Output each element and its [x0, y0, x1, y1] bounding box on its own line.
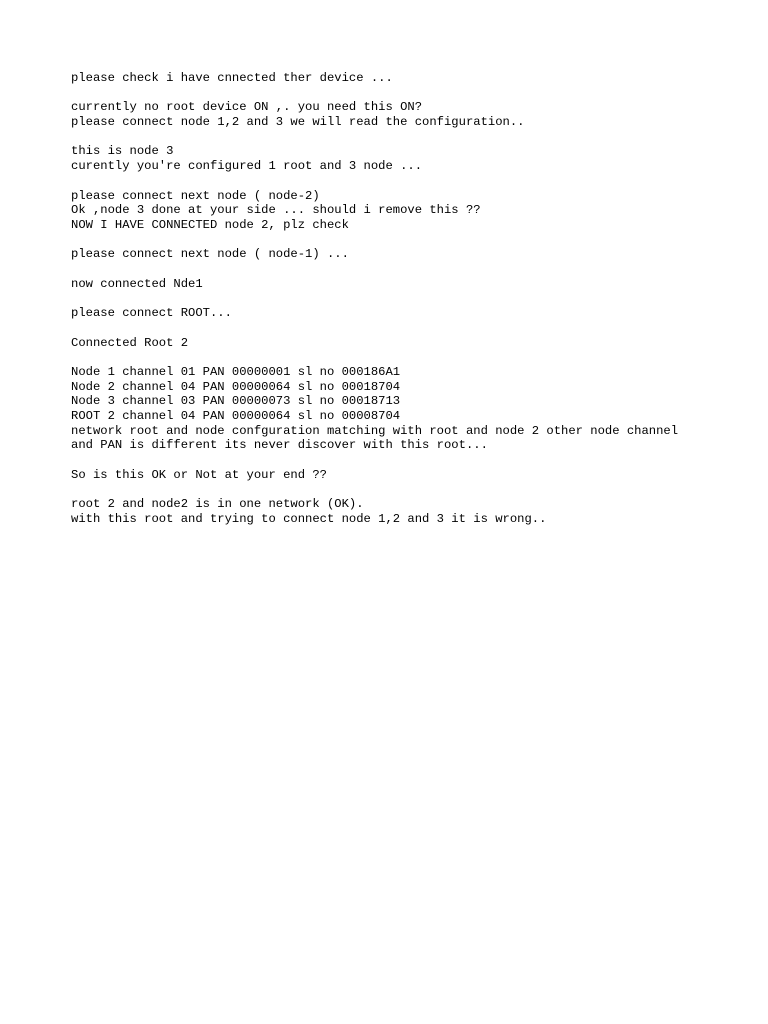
text-line: ROOT 2 channel 04 PAN 00000064 sl no 00008704 — [71, 409, 401, 424]
paragraph — [71, 497, 751, 526]
paragraph — [71, 71, 751, 86]
text-line: with this root and trying to connect node 1,2 and 3 it is wrong.. — [71, 511, 547, 526]
text-line: So is this OK or Not at your end ?? — [71, 467, 327, 482]
paragraph — [71, 189, 751, 233]
paragraph — [71, 306, 751, 321]
text-line: network root and node confguration matching with root and node 2 other node channel — [71, 423, 679, 438]
paragraph — [71, 336, 751, 351]
text-line: Ok ,node 3 done at your side ... should i remove this ?? — [71, 203, 481, 218]
text-line: currently no root device ON ,. you need this ON? — [71, 100, 423, 115]
text-line: root 2 and node2 is in one network (OK). — [71, 497, 364, 512]
text-line: and PAN is different its never discover with this root... — [71, 438, 488, 453]
text-line: Node 3 channel 03 PAN 00000073 sl no 00018713 — [71, 394, 401, 409]
text-line: curently you're configured 1 root and 3 node ... — [71, 159, 423, 174]
paragraph — [71, 144, 751, 173]
text-line: please connect next node ( node-1) ... — [71, 247, 349, 262]
text-line: please connect ROOT... — [71, 306, 232, 321]
text-line: this is node 3 — [71, 144, 174, 159]
document-page — [71, 71, 751, 541]
device-config-paragraph — [71, 365, 751, 453]
text-line: please connect next node ( node-2) — [71, 188, 320, 203]
paragraph — [71, 247, 751, 262]
text-line: NOW I HAVE CONNECTED node 2, plz check — [71, 217, 349, 232]
text-line: Node 1 channel 01 PAN 00000001 sl no 000186A1 — [71, 364, 401, 379]
text-line: please connect node 1,2 and 3 we will read the configuration.. — [71, 115, 525, 130]
text-line: please check i have cnnected ther device ... — [71, 71, 393, 85]
paragraph — [71, 468, 751, 483]
text-line: Node 2 channel 04 PAN 00000064 sl no 00018704 — [71, 379, 401, 394]
text-line: Connected Root 2 — [71, 335, 189, 350]
text-line: now connected Nde1 — [71, 276, 203, 291]
paragraph — [71, 100, 751, 129]
paragraph — [71, 277, 751, 292]
